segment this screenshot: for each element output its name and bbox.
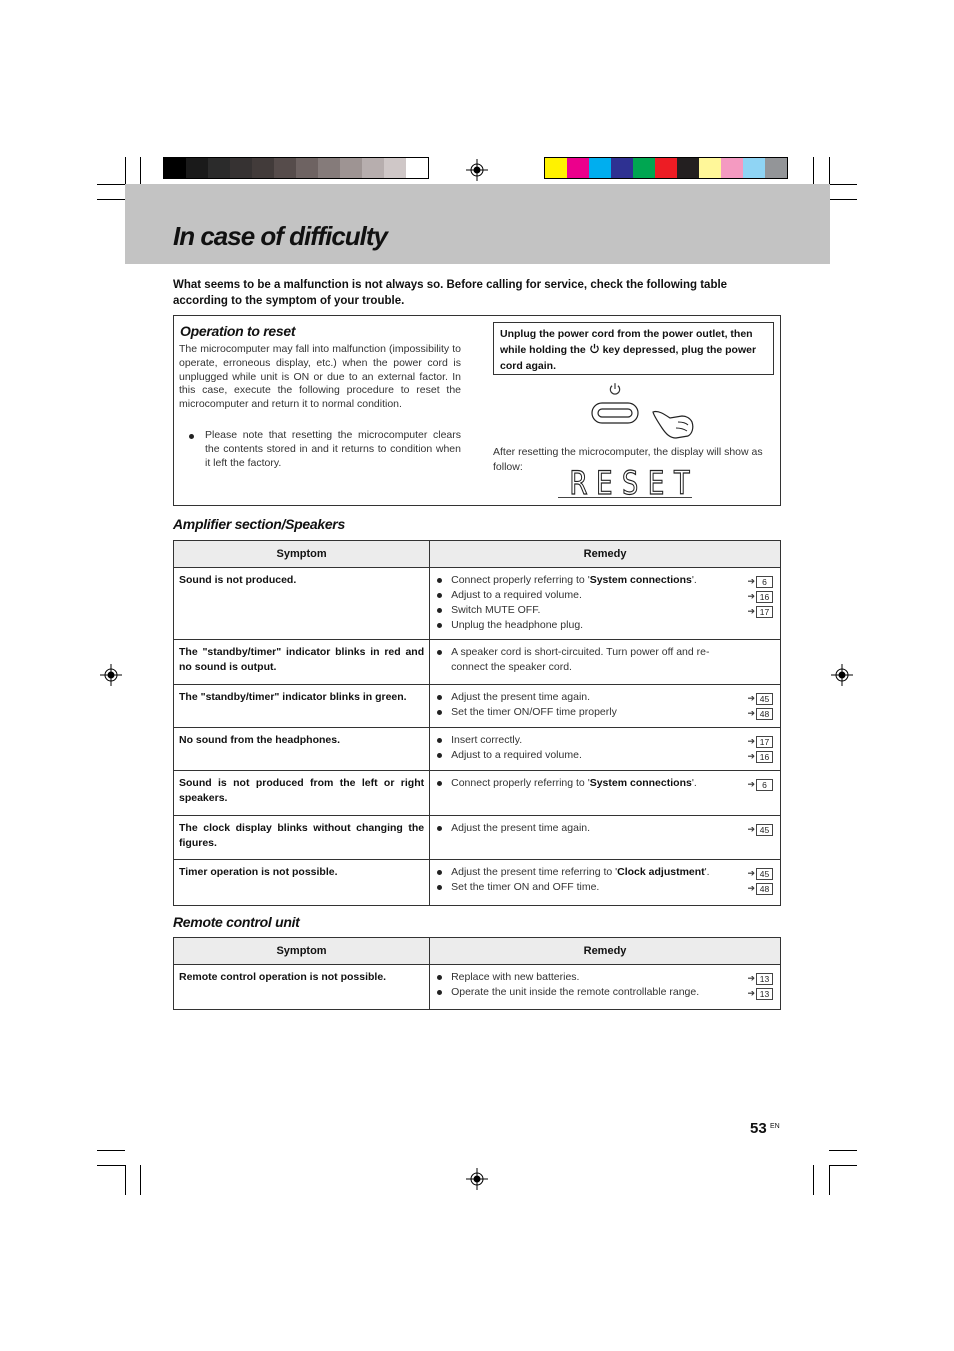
page-number: 53: [750, 1120, 767, 1137]
color-calibration-bar: [544, 157, 788, 179]
arrow-right-icon: ➔: [747, 576, 755, 586]
page-reference: [747, 881, 773, 896]
remedy-item: [435, 985, 775, 1000]
reset-instruction: [493, 322, 774, 375]
arrow-right-icon: ➔: [747, 973, 755, 983]
remedy-cell: [430, 640, 781, 685]
color-swatch: [567, 158, 589, 178]
table-row: [174, 568, 781, 640]
remedy-item: [435, 776, 775, 791]
arrow-right-icon: ➔: [747, 606, 755, 616]
book-page-icon: 17: [756, 606, 773, 618]
remedy-cell: [430, 965, 781, 1010]
color-swatch: [318, 158, 340, 178]
registration-mark-icon: [466, 1168, 488, 1190]
amplifier-heading: Amplifier section/Speakers: [173, 516, 345, 532]
remedy-reference-title: System connections: [589, 777, 692, 789]
remote-heading: Remote control unit: [173, 914, 300, 930]
column-header-remedy: Remedy: [430, 541, 781, 568]
reset-body: The microcomputer may fall into malfunction (impossibility to operate, erroneous display, etc.) when the power cord is unplugged while unit is ON or due to an external factor. In this case, execute the following procedure to reset the microcomputer and return it to normal condition.: [179, 343, 461, 411]
remedy-text-end: '.: [691, 574, 697, 586]
remedy-cell: [430, 728, 781, 771]
table-row: [174, 965, 781, 1010]
remedy-cell: [430, 771, 781, 816]
book-page-icon: 17: [756, 736, 773, 748]
arrow-right-icon: ➔: [747, 736, 755, 746]
power-button-illustration: [591, 402, 639, 424]
book-page-icon: 13: [756, 973, 773, 985]
remedy-text: Adjust the present time referring to ': [451, 866, 618, 878]
remedy-text: Switch MUTE OFF.: [451, 604, 541, 616]
instruction-part2: key depressed, plug the power cord again.: [500, 344, 757, 372]
color-swatch: [699, 158, 721, 178]
arrow-right-icon: ➔: [747, 988, 755, 998]
color-swatch: [611, 158, 633, 178]
color-swatch: [274, 158, 296, 178]
arrow-right-icon: ➔: [747, 591, 755, 601]
power-icon: [589, 343, 600, 354]
table-row: [174, 860, 781, 906]
page-reference: [747, 986, 773, 1001]
crop-mark: [829, 184, 857, 185]
book-page-icon: 13: [756, 988, 773, 1000]
finger-press-icon: [650, 406, 696, 442]
remedy-item: [435, 603, 775, 618]
remedy-reference-title: System connections: [589, 574, 692, 586]
page-reference: [747, 971, 773, 986]
crop-mark: [97, 1150, 125, 1151]
table-row: [174, 640, 781, 685]
display-reset-text: RESET: [570, 464, 700, 502]
table-row: [174, 816, 781, 860]
symptom-cell: Sound is not produced from the left or right speakers.: [174, 771, 430, 816]
remedy-item: [435, 821, 775, 836]
page-reference: [747, 866, 773, 881]
page-reference: [747, 706, 773, 721]
remedy-item: [435, 573, 775, 588]
amplifier-table: [173, 540, 781, 906]
remedy-item: [435, 865, 775, 880]
remedy-text: Set the timer ON and OFF time.: [451, 881, 600, 893]
remedy-item: [435, 748, 775, 763]
remedy-text: A speaker cord is short-circuited. Turn power off and re-connect the speaker cord.: [451, 646, 710, 673]
remedy-text: Insert correctly.: [451, 734, 523, 746]
page-reference: [747, 574, 773, 589]
remedy-item: [435, 705, 775, 720]
remedy-text: Connect properly referring to ': [451, 574, 590, 586]
page-reference: [747, 749, 773, 764]
page-reference: [747, 734, 773, 749]
page-reference: [747, 589, 773, 604]
color-swatch: [765, 158, 787, 178]
reset-note: [179, 429, 461, 470]
power-icon: [608, 382, 622, 396]
color-swatch: [340, 158, 362, 178]
book-page-icon: 48: [756, 708, 773, 720]
remedy-text: Unplug the headphone plug.: [451, 619, 584, 631]
book-page-icon: 48: [756, 883, 773, 895]
remedy-cell: [430, 816, 781, 860]
remedy-item: [435, 588, 775, 603]
remedy-item: [435, 733, 775, 748]
remedy-text: Set the timer ON/OFF time properly: [451, 706, 617, 718]
color-swatch: [362, 158, 384, 178]
remedy-item: [435, 880, 775, 895]
remedy-item: [435, 690, 775, 705]
page-reference: [747, 822, 773, 837]
book-page-icon: 45: [756, 868, 773, 880]
color-swatch: [208, 158, 230, 178]
color-swatch: [655, 158, 677, 178]
crop-mark: [97, 184, 125, 185]
crop-mark: [97, 199, 125, 200]
color-swatch: [406, 158, 428, 178]
color-swatch: [545, 158, 567, 178]
remedy-text: Operate the unit inside the remote controllable range.: [451, 986, 700, 998]
gray-calibration-bar: [163, 157, 429, 179]
arrow-right-icon: ➔: [747, 779, 755, 789]
book-page-icon: 6: [756, 779, 773, 791]
column-header-remedy: Remedy: [430, 938, 781, 965]
symptom-cell: No sound from the headphones.: [174, 728, 430, 771]
crop-mark: [140, 1165, 141, 1195]
arrow-right-icon: ➔: [747, 708, 755, 718]
symptom-cell: Remote control operation is not possible.: [174, 965, 430, 1010]
crop-mark: [813, 157, 814, 185]
remedy-text: Replace with new batteries.: [451, 971, 580, 983]
color-swatch: [230, 158, 252, 178]
symptom-cell: Timer operation is not possible.: [174, 860, 430, 906]
reset-heading: Operation to reset: [180, 323, 296, 339]
crop-mark: [125, 1165, 126, 1195]
remedy-item: [435, 970, 775, 985]
display-readout: [558, 462, 700, 502]
remedy-text: Adjust to a required volume.: [451, 589, 582, 601]
intro-text: What seems to be a malfunction is not always so. Before calling for service, check the following table according to the symptom of your trouble.: [173, 279, 728, 307]
book-page-icon: 45: [756, 693, 773, 705]
remote-table: [173, 937, 781, 1010]
remedy-cell: [430, 860, 781, 906]
page-title: In case of difficulty: [173, 221, 388, 251]
color-swatch: [252, 158, 274, 178]
page-reference: [747, 604, 773, 619]
registration-mark-icon: [100, 664, 122, 686]
color-swatch: [677, 158, 699, 178]
instruction-part1: Unplug the power cord from the power outlet, then while holding the: [500, 328, 753, 356]
remedy-text: Connect properly referring to ': [451, 777, 590, 789]
book-page-icon: 45: [756, 824, 773, 836]
crop-mark: [829, 199, 857, 200]
column-header-symptom: Symptom: [174, 938, 430, 965]
remedy-text: Adjust the present time again.: [451, 691, 591, 703]
crop-mark: [829, 1165, 857, 1166]
arrow-right-icon: ➔: [747, 868, 755, 878]
arrow-right-icon: ➔: [747, 693, 755, 703]
remedy-text-end: '.: [691, 777, 697, 789]
color-swatch: [384, 158, 406, 178]
crop-mark: [813, 1165, 814, 1195]
registration-mark-icon: [831, 664, 853, 686]
book-page-icon: 6: [756, 576, 773, 588]
crop-mark: [140, 157, 141, 185]
remedy-reference-title: Clock adjustment: [617, 866, 705, 878]
color-swatch: [296, 158, 318, 178]
remedy-text: Adjust the present time again.: [451, 822, 591, 834]
registration-mark-icon: [466, 159, 488, 181]
remedy-cell: [430, 568, 781, 640]
symptom-cell: The "standby/timer" indicator blinks in green.: [174, 685, 430, 728]
crop-mark: [97, 1165, 125, 1166]
table-row: [174, 728, 781, 771]
color-swatch: [743, 158, 765, 178]
crop-mark: [829, 1165, 830, 1195]
table-row: [174, 771, 781, 816]
book-page-icon: 16: [756, 591, 773, 603]
table-row: [174, 685, 781, 728]
page-language: EN: [770, 1123, 780, 1130]
reset-after-text: After resetting the microcomputer, the display will show as follow:: [493, 446, 763, 473]
symptom-cell: The "standby/timer" indicator blinks in red and no sound is output.: [174, 640, 430, 685]
arrow-right-icon: ➔: [747, 883, 755, 893]
remedy-item: [435, 618, 775, 633]
remedy-item: [435, 645, 775, 675]
arrow-right-icon: ➔: [747, 751, 755, 761]
remedy-text: Adjust to a required volume.: [451, 749, 582, 761]
page-reference: [747, 777, 773, 792]
page-reference: [747, 691, 773, 706]
symptom-cell: Sound is not produced.: [174, 568, 430, 640]
remedy-cell: [430, 685, 781, 728]
book-page-icon: 16: [756, 751, 773, 763]
remedy-text-end: '.: [704, 866, 710, 878]
crop-mark: [829, 157, 830, 185]
arrow-right-icon: ➔: [747, 824, 755, 834]
color-swatch: [721, 158, 743, 178]
column-header-symptom: Symptom: [174, 541, 430, 568]
crop-mark: [829, 1150, 857, 1151]
reset-note-text: Please note that resetting the microcomputer clears the contents stored in and it returns to condition when it left the factory.: [205, 429, 461, 469]
color-swatch: [164, 158, 186, 178]
crop-mark: [125, 157, 126, 185]
color-swatch: [186, 158, 208, 178]
symptom-cell: The clock display blinks without changing the figures.: [174, 816, 430, 860]
color-swatch: [633, 158, 655, 178]
color-swatch: [589, 158, 611, 178]
